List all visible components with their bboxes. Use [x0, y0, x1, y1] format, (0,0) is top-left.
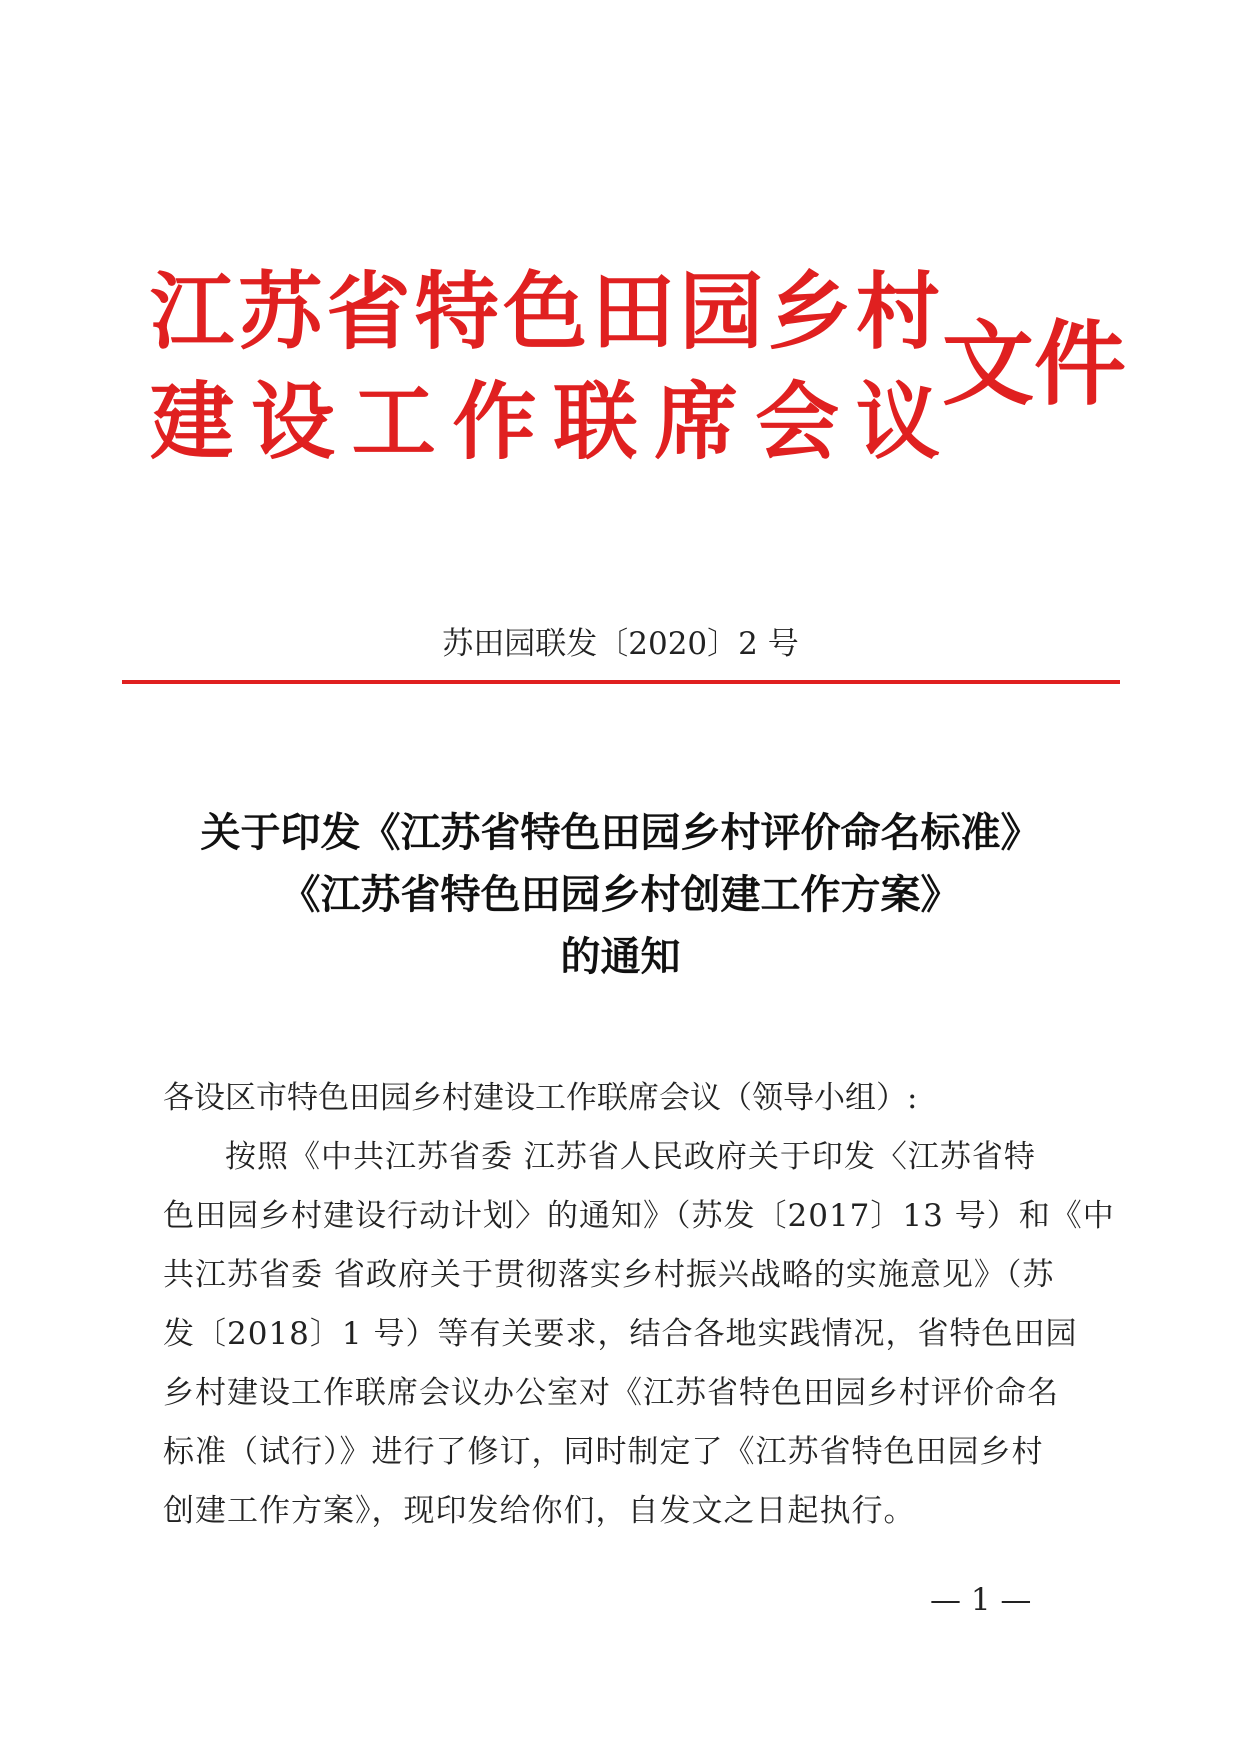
- title-line-2: 《江苏省特色田园乡村创建工作方案》: [280, 871, 961, 918]
- masthead-char: 乡: [767, 263, 852, 361]
- paragraph-line: 色田园乡村建设行动计划〉的通知》（苏发〔2017〕13 号）和《中: [163, 1198, 1115, 1234]
- masthead-char: 色: [502, 263, 587, 361]
- paragraph-line: 乡村建设工作联席会议办公室对《江苏省特色田园乡村评价命名: [163, 1375, 1059, 1411]
- masthead-char: 田: [591, 263, 676, 361]
- paragraph-line: 按照《中共江苏省委 江苏省人民政府关于印发〈江苏省特: [225, 1139, 1036, 1175]
- masthead-line-1: [150, 262, 940, 362]
- masthead-char: 议: [855, 373, 940, 471]
- page-number: — 1 —: [930, 1582, 1032, 1618]
- masthead-char: 建: [150, 373, 235, 471]
- masthead: [150, 262, 1127, 482]
- red-divider-line: [122, 680, 1120, 684]
- masthead-char: 作: [452, 373, 537, 471]
- masthead-suffix: 文件: [942, 311, 1127, 418]
- masthead-char: 席: [654, 373, 739, 471]
- masthead-char: 设: [250, 373, 335, 471]
- masthead-char: 苏: [238, 263, 323, 361]
- salutation: 各设区市特色田园乡村建设工作联席会议（领导小组）:: [163, 1080, 918, 1116]
- masthead-char: 村: [855, 263, 940, 361]
- masthead-char: 园: [679, 263, 764, 361]
- masthead-char: 会: [755, 373, 840, 471]
- masthead-char: 江: [150, 263, 235, 361]
- paragraph-line: 共江苏省委 省政府关于贯彻落实乡村振兴战略的实施意见》（苏: [163, 1257, 1055, 1293]
- document-title: [0, 802, 1241, 988]
- title-line-1: 关于印发《江苏省特色田园乡村评价命名标准》: [200, 809, 1041, 856]
- paragraph-line: 标准（试行）》进行了修订，同时制定了《江苏省特色田园乡村: [163, 1434, 1044, 1470]
- title-line-3: 的通知: [560, 933, 681, 980]
- document-number: 苏田园联发〔2020〕2 号: [442, 626, 799, 662]
- masthead-line-2: [150, 372, 940, 472]
- body-paragraph: [163, 1128, 1115, 1541]
- masthead-char: 工: [351, 373, 436, 471]
- masthead-char: 特: [414, 263, 499, 361]
- paragraph-line: 创建工作方案》，现印发给你们，自发文之日起执行。: [163, 1493, 916, 1529]
- paragraph-line: 发〔2018〕1 号）等有关要求，结合各地实践情况，省特色田园: [163, 1316, 1078, 1352]
- masthead-char: 省: [326, 263, 411, 361]
- masthead-char: 联: [553, 373, 638, 471]
